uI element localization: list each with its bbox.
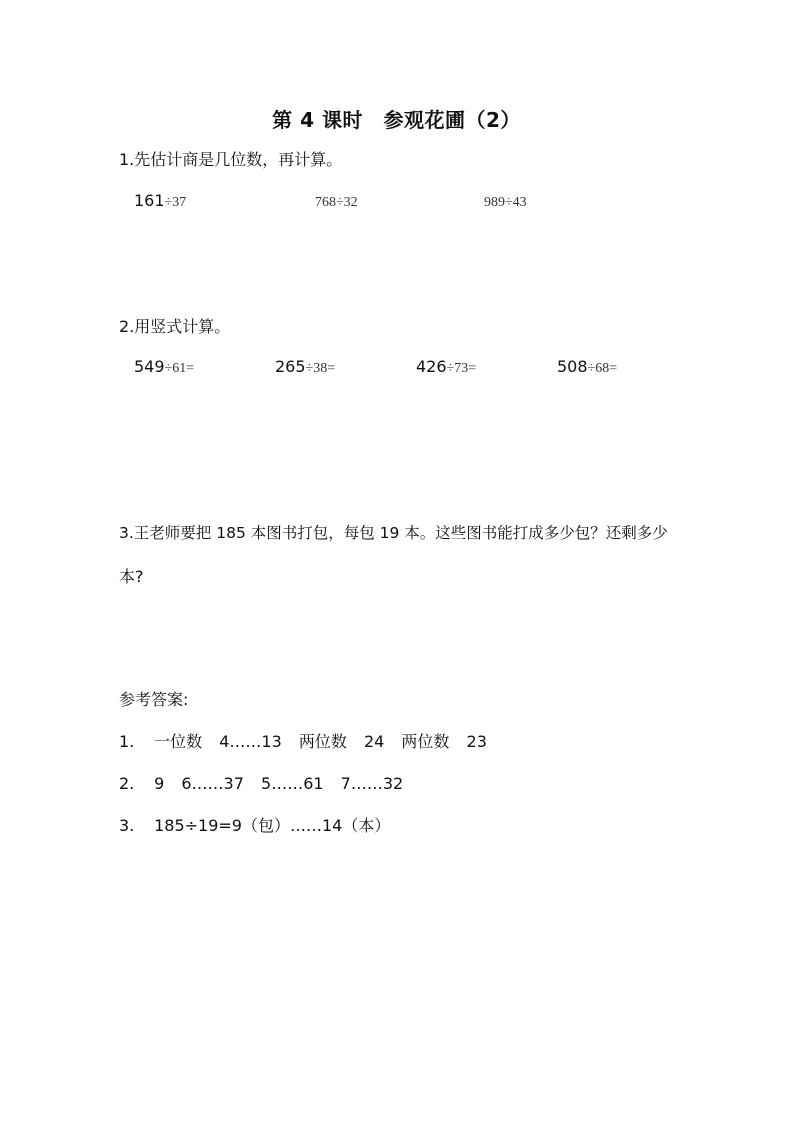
q2-expression-3-rest: ÷73= [446,361,477,376]
q2-expression-1-rest: ÷61= [164,361,195,376]
answer-1 [119,730,487,754]
answer-1-part: 两位数 [298,732,347,751]
q2-expression-2-lead: 265 [275,357,306,376]
question-3-line-2: 本? [119,567,144,586]
q1-expression-1-rest: ÷37 [164,195,187,210]
answers-heading: 参考答案: [119,690,189,709]
answer-2-part: 7……32 [340,774,404,793]
q1-expression-3 [484,190,527,214]
answer-1-part: 两位数 [401,732,450,751]
q2-expression-4-rest: ÷68= [587,361,618,376]
answer-1-number: 1. [119,732,135,751]
q2-expression-2-rest: ÷38= [305,361,336,376]
q1-expression-2 [315,190,358,214]
answer-3-part: 185÷19=9（包）……14（本） [154,816,391,835]
q2-expression-1-lead: 549 [134,357,165,376]
answer-2 [119,772,403,796]
answer-3 [119,814,390,838]
q2-expression-4-lead: 508 [557,357,588,376]
question-3-line-1: 3.王老师要把 185 本图书打包，每包 19 本。这些图书能打成多少包？还剩多少 [119,524,668,542]
q1-expression-1 [134,190,186,214]
question-1-text: 1.先估计商是几位数，再计算。 [119,150,343,169]
q2-expression-1 [134,356,194,380]
answer-1-part: 24 [363,732,385,751]
page-title: 第 4 课时 参观花圃（2） [272,108,521,132]
answer-2-part: 6……37 [181,774,244,793]
q2-expression-3 [416,356,476,380]
q1-expression-1-lead: 161 [134,191,165,210]
answer-1-part: 一位数 [154,732,203,751]
q2-expression-3-lead: 426 [416,357,447,376]
question-2-text: 2.用竖式计算。 [119,317,231,336]
answer-2-part: 5……61 [261,774,324,793]
q1-expression-2-rest: 768÷32 [315,195,358,210]
q2-expression-2 [275,356,335,380]
q1-expression-3-rest: 989÷43 [484,195,527,210]
answer-1-part: 4……13 [219,732,282,751]
q2-expression-4 [557,356,617,380]
answer-2-part: 9 [154,774,165,793]
answer-2-number: 2. [119,774,135,793]
answer-3-number: 3. [119,816,135,835]
answer-1-part: 23 [466,732,487,751]
